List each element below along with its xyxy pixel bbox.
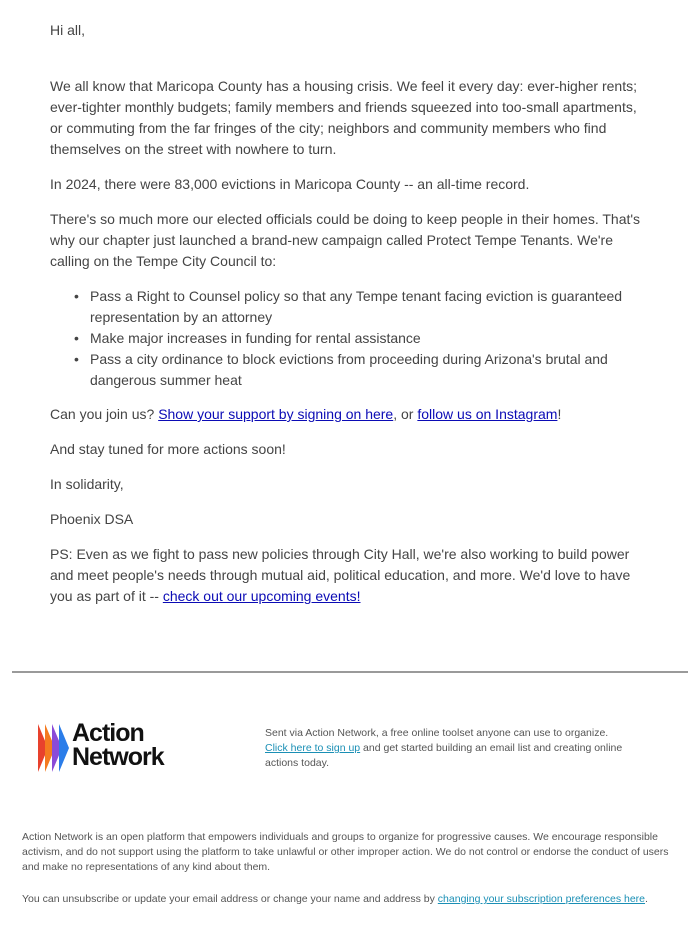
ps-paragraph: PS: Even as we fight to pass new policies through City Hall, we're also working to build power and meet people's needs through mutual aid, political education, and more. We'd love to have you as part of it -- check out our upcoming events! — [50, 546, 631, 604]
join-paragraph: Can you join us? Show your support by signing on here, or follow us on Instagram! — [50, 406, 562, 422]
demands-list — [70, 286, 640, 391]
stay-tuned: And stay tuned for more actions soon! — [50, 441, 286, 457]
logo-mark-icon — [38, 724, 72, 772]
list-item: • Pass a Right to Counsel policy so that any Tempe tenant facing eviction is guaranteed representation by an attorney — [74, 288, 623, 325]
evictions-paragraph: In 2024, there were 83,000 evictions in Maricopa County -- an all-time record. — [50, 176, 530, 192]
unsubscribe-text: You can unsubscribe or update your email address or change your name and address by changing your subscription preferences here. — [22, 893, 648, 905]
instagram-link[interactable]: follow us on Instagram — [417, 406, 558, 422]
signature: Phoenix DSA — [50, 511, 134, 527]
logo-wordmark: Action Network — [72, 719, 164, 771]
bullet-icon: • — [74, 351, 79, 367]
sent-via-text: Sent via Action Network, a free online toolset anyone can use to organize. Click here to sign up and get started building an email list and creating online actions today. — [265, 727, 623, 769]
closing: In solidarity, — [50, 476, 124, 492]
campaign-paragraph: There's so much more our elected officials could be doing to keep people in their homes. That's why our chapter just launched a brand-new campaign called Protect Tempe Tenants. We're calling on the Tempe City Council to: — [50, 211, 641, 269]
greeting: Hi all, — [50, 22, 86, 38]
divider — [12, 671, 688, 673]
disclaimer: Action Network is an open platform that empowers individuals and groups to organize for progressive causes. We encourage responsible activism, and do not support using the platform to take unlawful or other improper action. We do not control or endorse the conduct of users and make no representations of any kind about them. — [22, 831, 669, 873]
list-item: • Pass a city ordinance to block evictions from proceeding during Arizona's brutal and dangerous summer heat — [74, 351, 608, 388]
action-network-logo[interactable] — [38, 721, 198, 775]
list-item: • Make major increases in funding for rental assistance — [70, 328, 640, 349]
sign-up-link[interactable]: Click here to sign up — [265, 742, 361, 754]
subscription-preferences-link[interactable]: changing your subscription preferences here — [437, 893, 646, 905]
intro-paragraph: We all know that Maricopa County has a housing crisis. We feel it every day: ever-higher rents; ever-tighter monthly budgets; family members and friends squeezed into too-small apartments, or commuting from the far fringes of the city; neighbors and community members who find themselves on the street with nowhere to turn. — [50, 78, 637, 157]
sign-on-link[interactable]: Show your support by signing on here — [158, 406, 394, 422]
events-link[interactable]: check out our upcoming events! — [162, 588, 361, 604]
bullet-icon: • — [74, 330, 79, 346]
bullet-icon: • — [74, 288, 79, 304]
